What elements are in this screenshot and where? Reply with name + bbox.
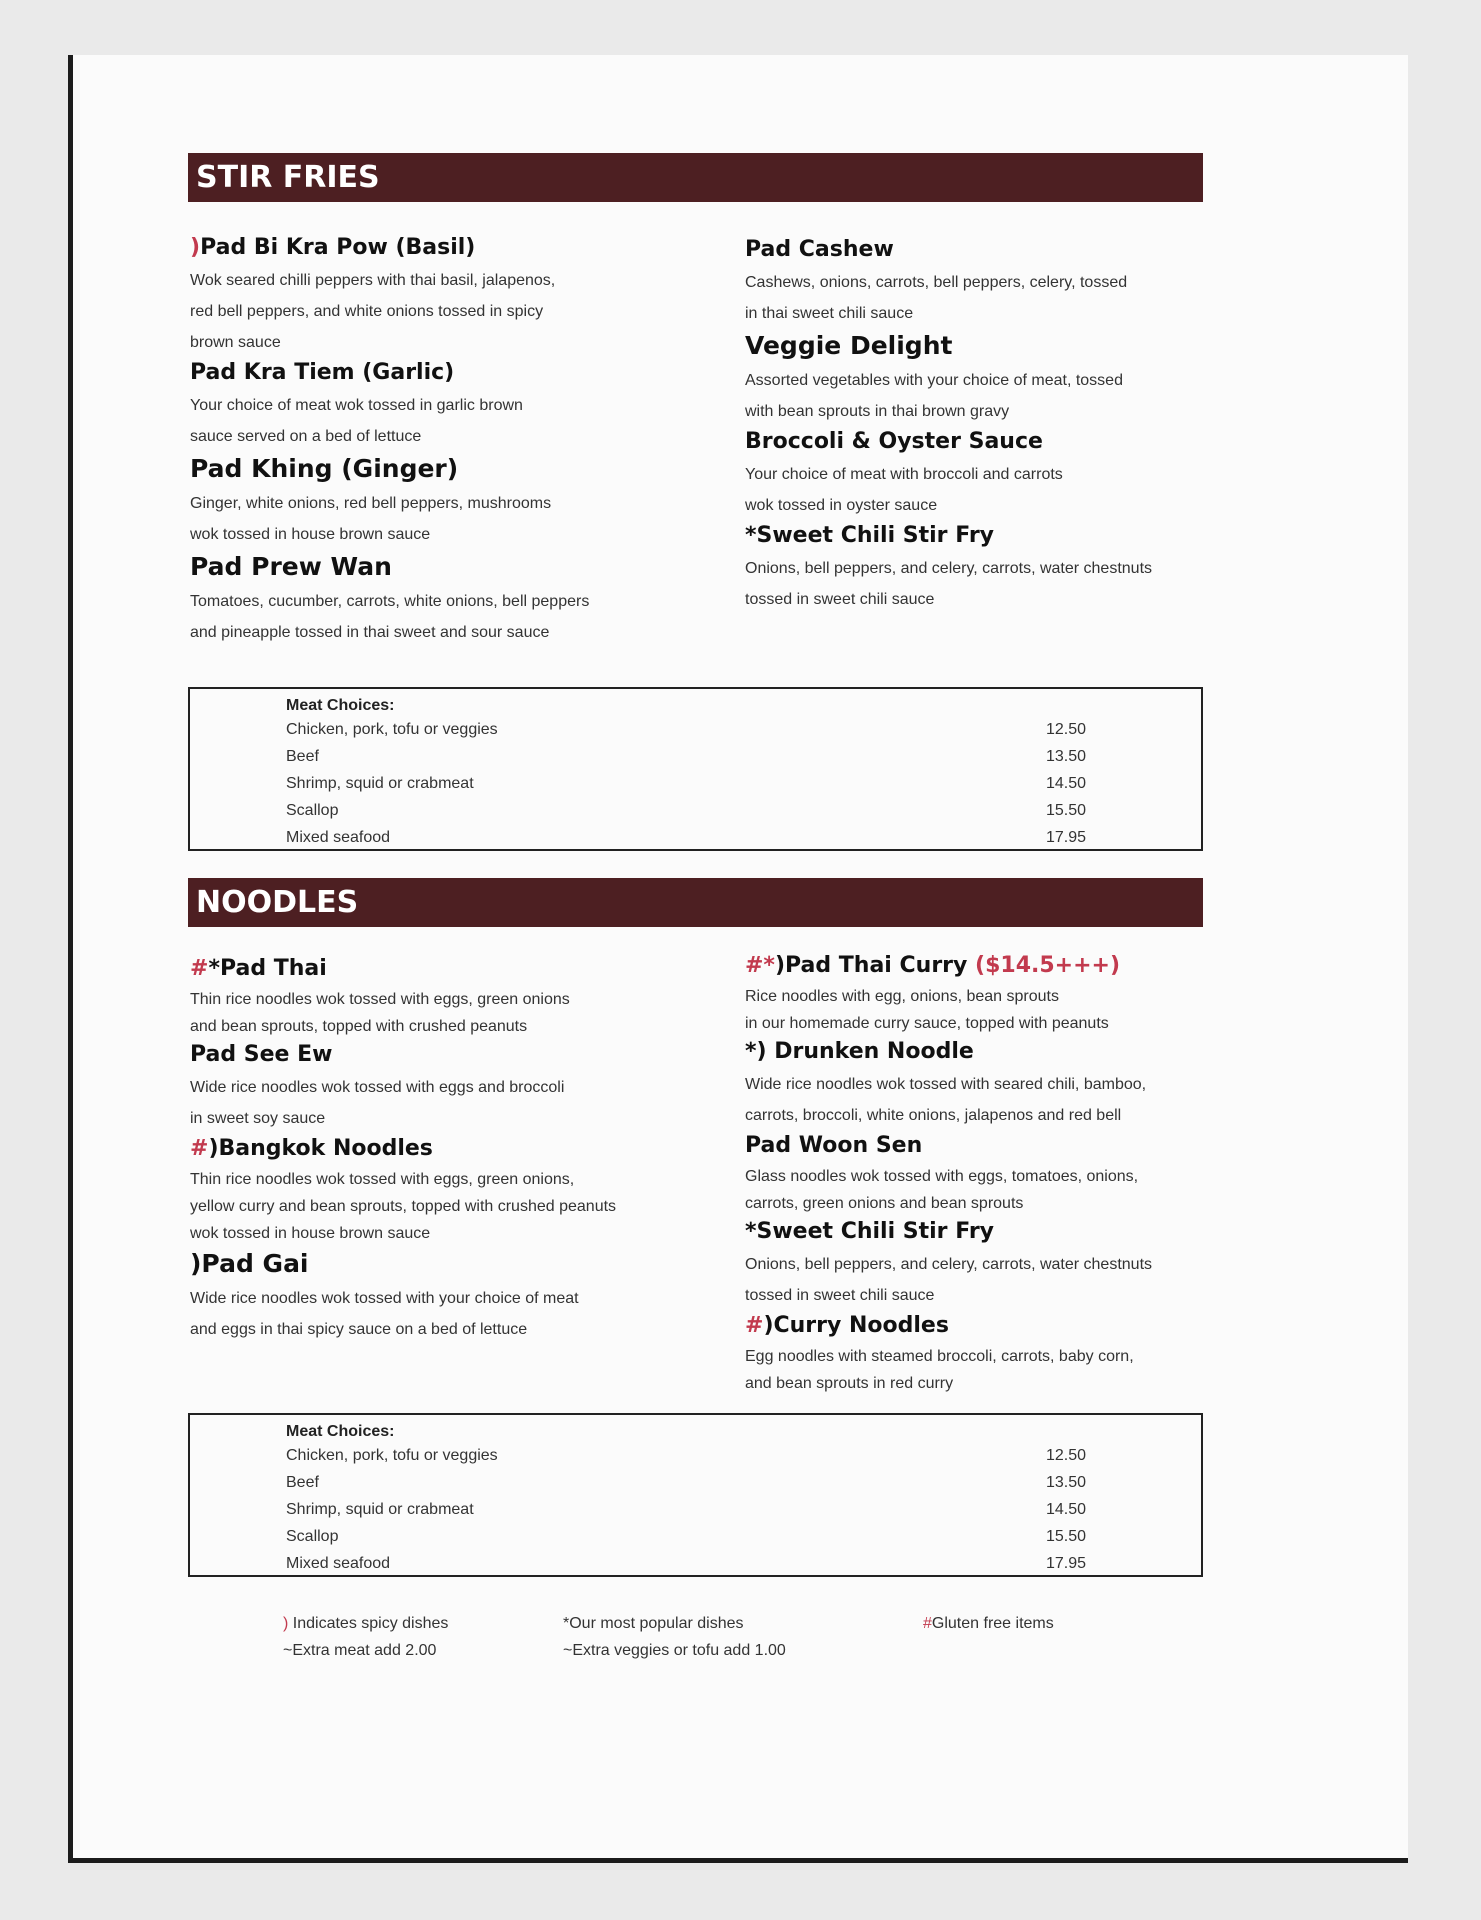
menu-item <box>190 550 710 648</box>
spicy-mark: ) <box>283 1615 289 1632</box>
item-name: Veggie Delight <box>745 331 953 360</box>
desc-line: wok tossed in house brown sauce <box>190 1225 431 1242</box>
footnote-text: Indicates spicy dishes <box>288 1615 449 1632</box>
noodles-left-column <box>190 954 730 1345</box>
menu-item <box>745 235 1225 329</box>
item-description <box>190 1072 730 1134</box>
desc-line: red bell peppers, and white onions tossed in spicy <box>190 303 544 320</box>
item-name: Pad Cashew <box>745 237 894 262</box>
footnote-spicy <box>283 1610 448 1637</box>
menu-item <box>745 951 1235 1037</box>
menu-item <box>190 358 710 452</box>
desc-line: tossed in sweet chili sauce <box>745 1287 935 1304</box>
meat-price: 14.50 <box>1046 775 1087 792</box>
meat-choice-row <box>286 1501 1087 1528</box>
menu-item <box>190 1134 730 1247</box>
footnote-text: Gluten free items <box>931 1615 1054 1632</box>
item-name: *Sweet Chili Stir Fry <box>745 1219 995 1244</box>
desc-line: Onions, bell peppers, and celery, carrots, water chestnuts <box>745 1256 1153 1273</box>
item-description <box>745 459 1225 521</box>
menu-page <box>68 55 1408 1863</box>
item-name: Pad Woon Sen <box>745 1133 923 1158</box>
desc-line: carrots, green onions and bean sprouts <box>745 1195 1024 1212</box>
meat-price: 12.50 <box>1046 1447 1087 1464</box>
item-description <box>190 390 710 452</box>
item-description <box>190 265 710 358</box>
footnote-gluten-free <box>923 1610 1054 1637</box>
menu-item <box>745 1217 1235 1311</box>
item-description <box>745 1249 1235 1311</box>
meat-label: Shrimp, squid or crabmeat <box>286 1501 474 1518</box>
item-description <box>745 365 1225 427</box>
menu-item <box>745 1311 1235 1397</box>
meat-choice-row <box>286 775 1087 802</box>
item-description <box>745 553 1225 615</box>
meat-label: Shrimp, squid or crabmeat <box>286 775 474 792</box>
menu-item <box>190 452 710 550</box>
meat-choice-row <box>286 802 1087 829</box>
desc-line: Ginger, white onions, red bell peppers, mushrooms <box>190 495 552 512</box>
noodles-right-column <box>745 951 1235 1397</box>
desc-line: Egg noodles with steamed broccoli, carrots, baby corn, <box>745 1348 1134 1365</box>
meat-label: Mixed seafood <box>286 829 391 846</box>
footnote-gluten-free-group <box>923 1610 1054 1637</box>
footnote-extra-veggies: ~Extra veggies or tofu add 1.00 <box>563 1642 786 1659</box>
desc-line: brown sauce <box>190 334 281 351</box>
gluten-free-mark: #* <box>745 953 775 978</box>
item-description <box>190 986 730 1040</box>
desc-line: and pineapple tossed in thai sweet and sour sauce <box>190 624 550 641</box>
meat-label: Chicken, pork, tofu or veggies <box>286 721 498 738</box>
item-price: ($14.5+++) <box>975 953 1121 978</box>
footnote-extra-meat: ~Extra meat add 2.00 <box>283 1642 437 1659</box>
meat-choice-row <box>286 1555 1087 1582</box>
menu-item <box>745 427 1225 521</box>
desc-line: in sweet soy sauce <box>190 1110 326 1127</box>
desc-line: Cashews, onions, carrots, bell peppers, celery, tossed <box>745 274 1128 291</box>
meat-choice-row <box>286 721 1087 748</box>
item-name: *Sweet Chili Stir Fry <box>745 523 995 548</box>
meat-choice-row <box>286 1474 1087 1501</box>
item-description <box>745 1343 1235 1397</box>
desc-line: Onions, bell peppers, and celery, carrots, water chestnuts <box>745 560 1153 577</box>
item-description <box>190 1166 730 1247</box>
desc-line: Rice noodles with egg, onions, bean sprouts <box>745 988 1059 1005</box>
meat-price: 15.50 <box>1046 802 1087 819</box>
item-description <box>745 1163 1235 1217</box>
menu-item <box>190 1040 730 1134</box>
meat-price: 15.50 <box>1046 1528 1087 1545</box>
item-description <box>190 586 710 648</box>
meat-label: Chicken, pork, tofu or veggies <box>286 1447 498 1464</box>
item-name: )Curry Noodles <box>763 1313 949 1338</box>
menu-item <box>190 1247 730 1345</box>
meat-label: Mixed seafood <box>286 1555 391 1572</box>
desc-line: Wok seared chilli peppers with thai basil, jalapenos, <box>190 272 556 289</box>
meat-choice-row <box>286 748 1087 775</box>
desc-line: Tomatoes, cucumber, carrots, white onions, bell peppers <box>190 593 590 610</box>
menu-item <box>745 1037 1235 1131</box>
menu-item <box>190 954 730 1040</box>
desc-line: carrots, broccoli, white onions, jalapenos and red bell <box>745 1107 1122 1124</box>
item-name: Broccoli & Oyster Sauce <box>745 429 1043 454</box>
menu-item <box>190 233 710 358</box>
noodles-meat-choices <box>188 1413 1203 1577</box>
desc-line: and bean sprouts in red curry <box>745 1375 954 1392</box>
desc-line: tossed in sweet chili sauce <box>745 591 935 608</box>
item-name: )Pad Gai <box>190 1249 309 1278</box>
item-name: )Bangkok Noodles <box>208 1136 433 1161</box>
item-description <box>745 983 1235 1037</box>
meat-label: Scallop <box>286 802 339 819</box>
footnote-spicy-group <box>283 1610 448 1664</box>
item-description <box>190 488 710 550</box>
meat-choices-title: Meat Choices: <box>286 697 395 714</box>
footnote-popular-group <box>563 1610 786 1664</box>
desc-line: Thin rice noodles wok tossed with eggs, green onions <box>190 991 570 1008</box>
meat-choice-row <box>286 1528 1087 1555</box>
item-name: Pad Khing (Ginger) <box>190 454 459 483</box>
meat-label: Beef <box>286 1474 319 1491</box>
meat-choice-row <box>286 1447 1087 1474</box>
meat-price: 12.50 <box>1046 721 1087 738</box>
meat-price: 17.95 <box>1046 1555 1087 1572</box>
meat-price: 17.95 <box>1046 829 1087 846</box>
stir-fries-header: STIR FRIES <box>188 153 1203 202</box>
item-description <box>190 1283 730 1345</box>
spicy-mark: ) <box>190 235 201 260</box>
stir-fries-right-column <box>745 235 1225 615</box>
desc-line: wok tossed in house brown sauce <box>190 526 431 543</box>
footnote-popular: *Our most popular dishes <box>563 1615 744 1632</box>
menu-item <box>745 329 1225 427</box>
gluten-free-mark: # <box>190 1136 209 1161</box>
gluten-free-mark: # <box>190 956 209 981</box>
meat-label: Beef <box>286 748 319 765</box>
desc-line: wok tossed in oyster sauce <box>745 497 938 514</box>
stir-fries-meat-choices <box>188 687 1203 851</box>
desc-line: Your choice of meat wok tossed in garlic brown <box>190 397 523 414</box>
desc-line: with bean sprouts in thai brown gravy <box>745 403 1010 420</box>
item-name: *) Drunken Noodle <box>745 1039 974 1064</box>
meat-price: 13.50 <box>1046 748 1087 765</box>
meat-price: 14.50 <box>1046 1501 1087 1518</box>
meat-price: 13.50 <box>1046 1474 1087 1491</box>
item-description <box>745 267 1225 329</box>
desc-line: Wide rice noodles wok tossed with eggs and broccoli <box>190 1079 565 1096</box>
menu-item <box>745 1131 1235 1217</box>
desc-line: Your choice of meat with broccoli and carrots <box>745 466 1063 483</box>
item-name: )Pad Thai Curry <box>774 953 968 978</box>
menu-item <box>745 521 1225 615</box>
meat-choice-row <box>286 829 1087 856</box>
desc-line: Wide rice noodles wok tossed with your choice of meat <box>190 1290 579 1307</box>
desc-line: Glass noodles wok tossed with eggs, tomatoes, onions, <box>745 1168 1139 1185</box>
desc-line: and eggs in thai spicy sauce on a bed of lettuce <box>190 1321 528 1338</box>
meat-choices-title: Meat Choices: <box>286 1423 395 1440</box>
item-name: Pad Kra Tiem (Garlic) <box>190 360 455 385</box>
desc-line: yellow curry and bean sprouts, topped with crushed peanuts <box>190 1198 617 1215</box>
item-description <box>745 1069 1235 1131</box>
item-name: Pad See Ew <box>190 1042 333 1067</box>
item-name: *Pad Thai <box>208 956 327 981</box>
gluten-free-mark: # <box>745 1313 764 1338</box>
desc-line: and bean sprouts, topped with crushed peanuts <box>190 1018 528 1035</box>
item-name: Pad Bi Kra Pow (Basil) <box>200 235 476 260</box>
desc-line: Wide rice noodles wok tossed with seared chili, bamboo, <box>745 1076 1147 1093</box>
desc-line: in thai sweet chili sauce <box>745 305 914 322</box>
stir-fries-left-column <box>190 233 710 648</box>
desc-line: in our homemade curry sauce, topped with peanuts <box>745 1015 1109 1032</box>
desc-line: Assorted vegetables with your choice of meat, tossed <box>745 372 1123 389</box>
meat-label: Scallop <box>286 1528 339 1545</box>
noodles-header: NOODLES <box>188 878 1203 927</box>
item-name: Pad Prew Wan <box>190 552 392 581</box>
desc-line: Thin rice noodles wok tossed with eggs, green onions, <box>190 1171 575 1188</box>
desc-line: sauce served on a bed of lettuce <box>190 428 422 445</box>
gluten-free-mark: # <box>923 1615 932 1632</box>
